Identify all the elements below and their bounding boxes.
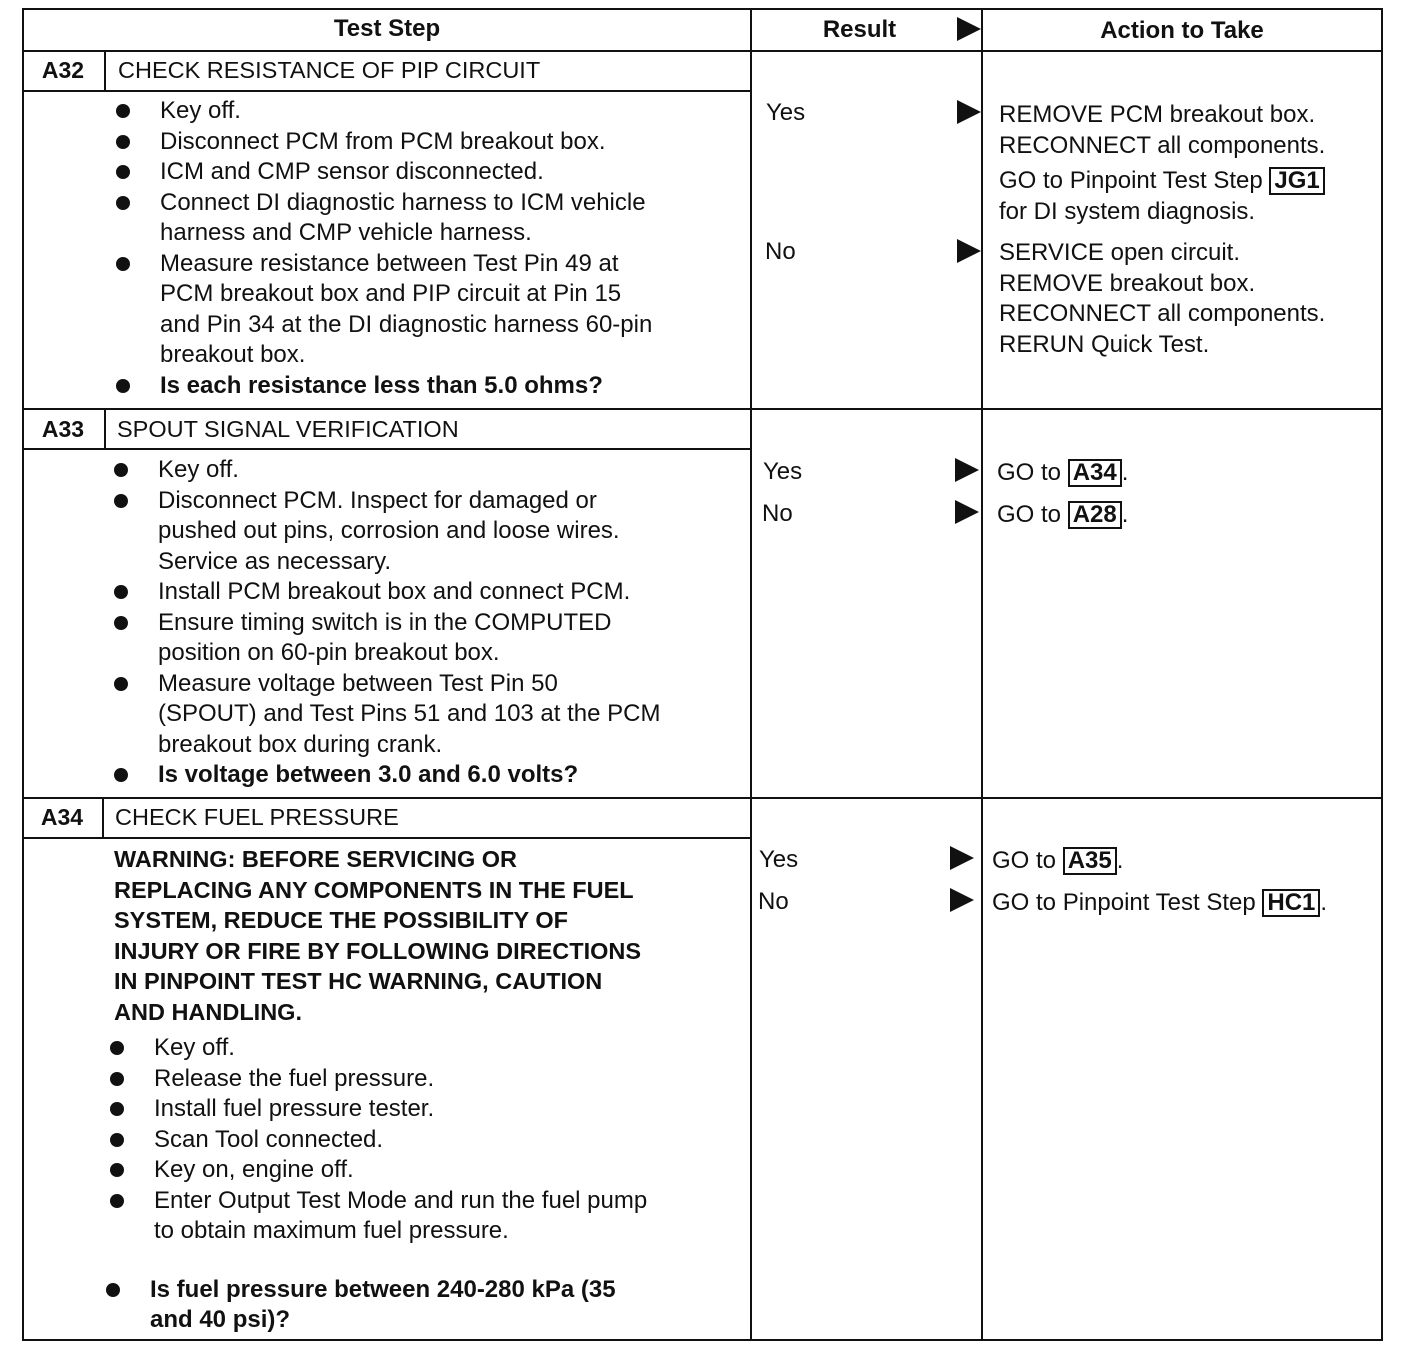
step-title-a34: CHECK FUEL PRESSURE <box>115 804 399 830</box>
step-list-a34 <box>110 1033 647 1336</box>
step-title-a33: SPOUT SIGNAL VERIFICATION <box>117 416 459 442</box>
list-item: Key off. <box>114 455 660 486</box>
arrow-right-icon <box>957 100 981 124</box>
header-test-step: Test Step <box>333 15 441 42</box>
arrow-right-icon <box>957 17 981 41</box>
step-list-a32 <box>116 96 652 401</box>
fuel-warning: WARNING: BEFORE SERVICING OR REPLACING ANY COMPONENTS IN THE FUEL SYSTEM, REDUCE THE POSSIBILITY OF INJURY OR FIRE BY FOLLOWING DIRECTIONS IN PINPOINT TEST HC WARNING, CAUTION AND HANDLING. <box>114 846 642 1025</box>
list-item: Install fuel pressure tester. <box>110 1094 647 1125</box>
step-ref-a28: A28 <box>1068 501 1122 529</box>
arrow-right-icon <box>950 888 974 912</box>
step-code-a32: A32 <box>41 57 85 83</box>
step-ref-a34: A34 <box>1068 459 1122 487</box>
action-a34-no: GO to Pinpoint Test Step HC1 . <box>992 889 1328 916</box>
list-item: Disconnect PCM. Inspect for damaged or pushed out pins, corrosion and loose wires. Service as necessary. <box>114 486 660 578</box>
result-no-a33: No <box>762 500 793 527</box>
list-item: Release the fuel pressure. <box>110 1064 647 1095</box>
result-yes-a34: Yes <box>759 846 799 873</box>
step-ref-jg1: JG1 <box>1269 167 1324 195</box>
step-code-a33: A33 <box>41 416 85 442</box>
list-item: Measure voltage between Test Pin 50 (SPOUT) and Test Pins 51 and 103 at the PCM breakout box during crank. <box>114 669 660 761</box>
list-item: Is each resistance less than 5.0 ohms? <box>116 371 652 402</box>
list-item: Connect DI diagnostic harness to ICM vehicle harness and CMP vehicle harness. <box>116 188 652 249</box>
step-ref-hc1: HC1 <box>1262 889 1320 917</box>
list-item: ICM and CMP sensor disconnected. <box>116 157 652 188</box>
list-item: Is voltage between 3.0 and 6.0 volts? <box>114 760 660 791</box>
arrow-right-icon <box>957 239 981 263</box>
result-no-a34: No <box>758 888 789 915</box>
list-item: Key off. <box>110 1033 647 1064</box>
list-item: Enter Output Test Mode and run the fuel pump to obtain maximum fuel pressure. <box>110 1186 647 1247</box>
list-item: Disconnect PCM from PCM breakout box. <box>116 127 652 158</box>
action-a34-yes: GO to A35 . <box>992 847 1124 874</box>
list-item: Ensure timing switch is in the COMPUTED position on 60-pin breakout box. <box>114 608 660 669</box>
list-item: Key off. <box>116 96 652 127</box>
result-no-a32: No <box>765 238 796 265</box>
step-list-a33 <box>114 455 660 791</box>
step-code-a34: A34 <box>40 804 84 830</box>
result-yes-a33: Yes <box>763 458 803 485</box>
header-action: Action to Take <box>1100 17 1264 44</box>
list-item: Is fuel pressure between 240-280 kPa (35 and 40 psi)? <box>106 1275 643 1336</box>
action-a32-no: SERVICE open circuit. REMOVE breakout box. RECONNECT all components. RERUN Quick Test. <box>999 239 1326 358</box>
list-item: Key on, engine off. <box>110 1155 647 1186</box>
list-item: Install PCM breakout box and connect PCM. <box>114 577 660 608</box>
step-title-a32: CHECK RESISTANCE OF PIP CIRCUIT <box>118 57 541 83</box>
arrow-right-icon <box>955 500 979 524</box>
result-yes-a32: Yes <box>766 99 806 126</box>
header-result: Result <box>822 16 897 43</box>
arrow-right-icon <box>950 846 974 870</box>
action-a33-yes: GO to A34 . <box>997 459 1129 486</box>
list-item: Scan Tool connected. <box>110 1125 647 1156</box>
action-a32-yes: REMOVE PCM breakout box. RECONNECT all components. GO to Pinpoint Test Step JG1 for DI system diagnosis. <box>999 101 1326 225</box>
action-a33-no: GO to A28 . <box>997 501 1129 528</box>
step-ref-a35: A35 <box>1063 847 1117 875</box>
arrow-right-icon <box>955 458 979 482</box>
list-item: Measure resistance between Test Pin 49 at PCM breakout box and PIP circuit at Pin 15 and Pin 34 at the DI diagnostic harness 60-pin breakout box. <box>116 249 652 371</box>
